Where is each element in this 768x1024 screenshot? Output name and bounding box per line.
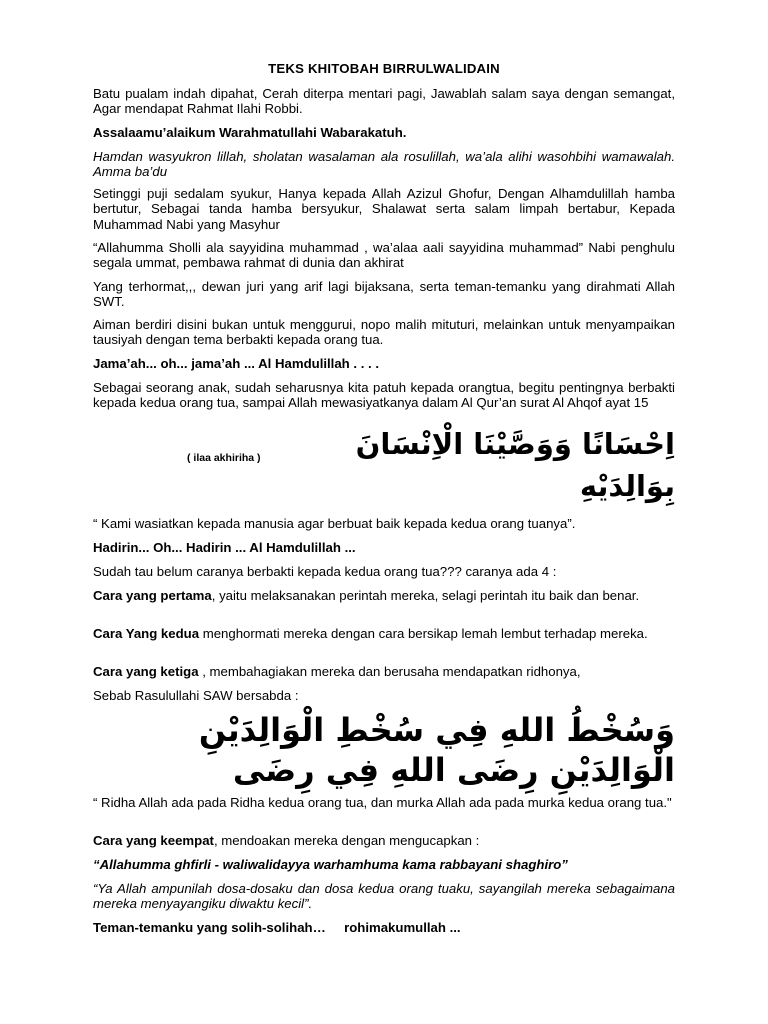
cara-keempat-label: Cara yang keempat — [93, 833, 214, 848]
cara-ketiga-text: , membahagiakan mereka dan berusaha mendapatkan ridhonya, — [198, 664, 581, 679]
quran-verse-line-1: اِحْسَانًا وَوَصَّيْنَا الْاِنْسَانَ — [355, 427, 675, 461]
cara-ketiga-label: Cara yang ketiga — [93, 664, 199, 679]
paragraph-cara-keempat — [93, 833, 675, 848]
paragraph-hadirin: Hadirin... Oh... Hadirin ... Al Hamdulillah ... — [93, 540, 356, 555]
paragraph-hamdan: Hamdan wasyukron lillah, sholatan wasalaman ala rosulillah, wa’ala alihi wasohbihi wamawalah. Amma ba’du — [93, 149, 675, 180]
paragraph-hadith-translation: “ Ridha Allah ada pada Ridha kedua orang tua, dan murka Allah ada pada murka kedua orang tua." — [93, 795, 672, 810]
paragraph-doa-latin: “Allahumma ghfirli - waliwalidayya warhamhuma kama rabbayani shaghiro” — [93, 857, 568, 872]
paragraph-closing: Teman-temanku yang solih-solihah… rohimakumullah ... — [93, 920, 461, 935]
paragraph-doa-translation: “Ya Allah ampunilah dosa-dosaku dan dosa kedua orang tuaku, sayangilah mereka sebagaimana mereka menyayangiku diwaktu kecil”. — [93, 881, 675, 912]
paragraph-shalawat: “Allahumma Sholli ala sayyidina muhammad , wa’alaa aali sayyidina muhammad” Nabi penghulu segala ummat, pembawa rahmat di dunia dan akhirat — [93, 240, 675, 271]
paragraph-caranya-ada-4: Sudah tau belum caranya berbakti kepada kedua orang tua??? caranya ada 4 : — [93, 564, 557, 579]
hadith-line-2: الْوَالِدَيْنِ رِضَى اللهِ فِي رِضَى — [232, 751, 675, 789]
paragraph-verse-translation: “ Kami wasiatkan kepada manusia agar berbuat baik kepada kedua orang tuanya”. — [93, 516, 576, 531]
paragraph-al-ahqof: Sebagai seorang anak, sudah seharusnya kita patuh kepada orangtua, begitu pentingnya berbakti kepada kedua orang tua, sampai Allah mewasiyatkanya dalam Al Qur’an surat Al Ahqof ayat 15 — [93, 380, 675, 411]
cara-kedua-label: Cara Yang kedua — [93, 626, 200, 641]
paragraph-cara-ketiga — [93, 664, 675, 679]
paragraph-cara-kedua — [93, 626, 675, 641]
cara-pertama-label: Cara yang pertama — [93, 588, 212, 603]
paragraph-salam: Assalaamu’alaikum Warahmatullahi Wabarakatuh. — [93, 125, 407, 140]
cara-kedua-text: menghormati mereka dengan cara bersikap lemah lembut terhadap mereka. — [199, 626, 648, 641]
paragraph-cara-pertama — [93, 588, 675, 603]
paragraph-puji-syukur: Setinggi puji sedalam syukur, Hanya kepada Allah Azizul Ghofur, Dengan Alhamdulillah hamba bertutur, Sebagai tanda hamba bersyukur, Shalawat serta salam limpah bertabur, Kepada Muhammad Nabi yang Masyhur — [93, 186, 675, 232]
paragraph-jamaah: Jama’ah... oh... jama’ah ... Al Hamdulillah . . . . — [93, 356, 380, 371]
hadith-line-1: وَسُخْطُ اللهِ فِي سُخْطِ الْوَالِدَيْنِ — [198, 711, 675, 749]
quran-verse-line-2: بِوَالِدَيْهِ — [579, 469, 675, 503]
paragraph-tausiyah: Aiman berdiri disini bukan untuk menggurui, nopo malih mituturi, melainkan untuk menyampaikan tausiyah dengan tema berbakti kepada orang tua. — [93, 317, 675, 348]
paragraph-yang-terhormat: Yang terhormat,,, dewan juri yang arif lagi bijaksana, serta teman-temanku yang dirahmati Allah SWT. — [93, 279, 675, 310]
document-title: TEKS KHITOBAH BIRRULWALIDAIN — [268, 61, 500, 76]
paragraph-sebab-rasulullah: Sebab Rasulullahi SAW bersabda : — [93, 688, 299, 703]
cara-pertama-text: , yaitu melaksanakan perintah mereka, selagi perintah itu baik dan benar. — [211, 588, 640, 603]
ilaa-akhiriha-note: ( ilaa akhiriha ) — [187, 452, 261, 464]
cara-keempat-text: , mendoakan mereka dengan mengucapkan : — [213, 833, 480, 848]
paragraph-opening-pantun: Batu pualam indah dipahat, Cerah diterpa mentari pagi, Jawablah salam saya dengan semangat, Agar mendapat Rahmat Ilahi Robbi. — [93, 86, 675, 117]
